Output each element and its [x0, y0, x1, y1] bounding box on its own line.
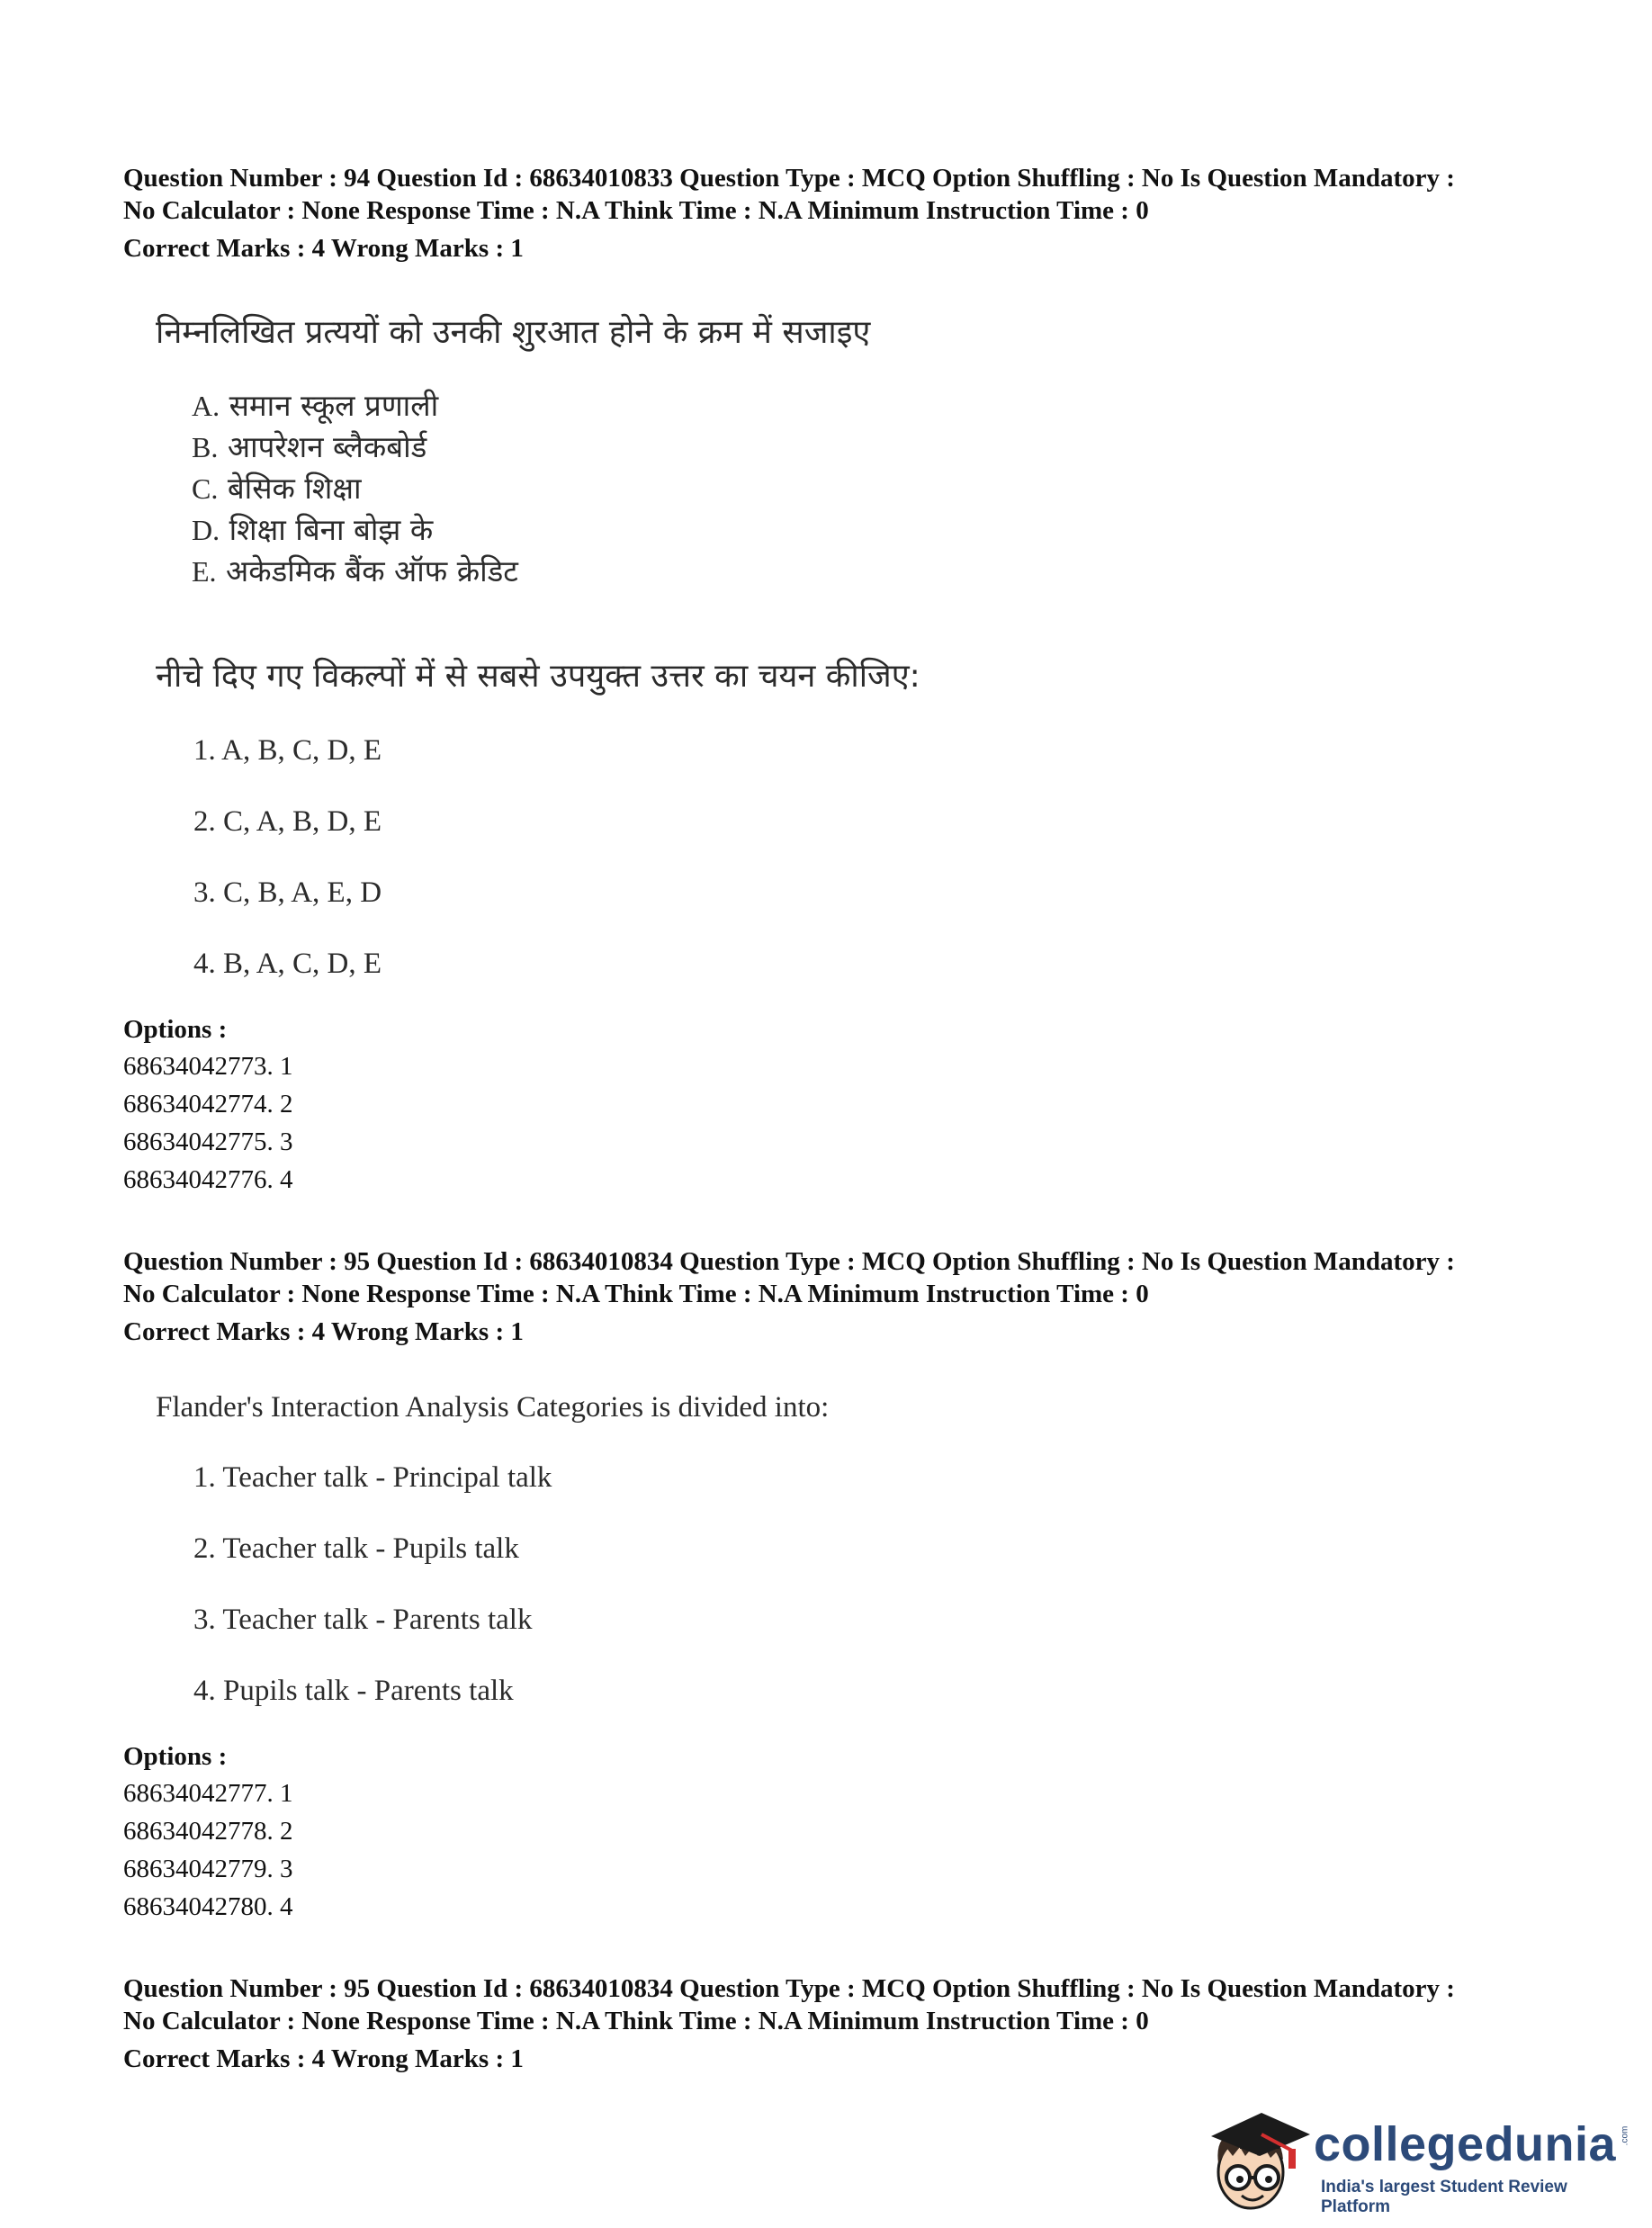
- question-94: [123, 162, 1545, 1199]
- options-title: Options :: [123, 1742, 228, 1771]
- choice-item: 1. A, B, C, D, E: [193, 734, 382, 767]
- question-marks: Correct Marks : 4 Wrong Marks : 1: [123, 234, 524, 263]
- logo-wordmark: collegedunia: [1314, 2117, 1617, 2171]
- question-marks: Correct Marks : 4 Wrong Marks : 1: [123, 1317, 524, 1346]
- choice-item: 1. Teacher talk - Principal talk: [193, 1461, 552, 1494]
- statement-item: E. अकेडमिक बैंक ऑफ क्रेडिट: [192, 553, 518, 588]
- options-list: [123, 1047, 1545, 1199]
- logo-suffix: .com: [1620, 2125, 1630, 2146]
- choice-item: 4. Pupils talk - Parents talk: [193, 1675, 514, 1707]
- mascot-icon: [1199, 2100, 1315, 2217]
- choice-item: 3. C, B, A, E, D: [193, 876, 382, 909]
- choice-list: [193, 731, 1545, 984]
- statement-item: B. आपरेशन ब्लैकबोर्ड: [192, 429, 427, 464]
- question-prompt: Flander's Interaction Analysis Categories is divided into:: [156, 1391, 830, 1424]
- statement-item: A. समान स्कूल प्रणाली: [192, 388, 439, 423]
- question-body: [156, 311, 1545, 984]
- question-meta-line-2: No Calculator : None Response Time : N.A Think Time : N.A Minimum Instruction Time : 0: [123, 1280, 1149, 1308]
- question-marks: Correct Marks : 4 Wrong Marks : 1: [123, 2044, 524, 2073]
- question-meta-line-1: Question Number : 95 Question Id : 68634010834 Question Type : MCQ Option Shuffling : No Is Question Mandatory :: [123, 1247, 1455, 1276]
- question-body: [156, 1388, 1545, 1711]
- option-item: 68634042780. 4: [123, 1892, 293, 1921]
- choice-item: 2. C, A, B, D, E: [193, 805, 382, 838]
- option-item: 68634042777. 1: [123, 1779, 293, 1808]
- choice-item: 2. Teacher talk - Pupils talk: [193, 1532, 519, 1565]
- options-title: Options :: [123, 1015, 228, 1044]
- statement-item: D. शिक्षा बिना बोझ के: [192, 512, 434, 547]
- logo-tagline: India's largest Student Review Platform: [1321, 2178, 1567, 2216]
- statement-item: C. बेसिक शिक्षा: [192, 471, 362, 506]
- choice-item: 3. Teacher talk - Parents talk: [193, 1604, 533, 1636]
- option-item: 68634042773. 1: [123, 1052, 293, 1081]
- question-95-repeat: [123, 1972, 1545, 2075]
- option-item: 68634042775. 3: [123, 1127, 293, 1156]
- question-meta-line-1: Question Number : 95 Question Id : 68634010834 Question Type : MCQ Option Shuffling : No Is Question Mandatory :: [123, 1974, 1455, 2003]
- option-item: 68634042774. 2: [123, 1090, 293, 1118]
- choice-list: [193, 1458, 1545, 1711]
- question-page: [123, 162, 1545, 2075]
- collegedunia-logo: [1199, 2100, 1630, 2217]
- question-meta-line-2: No Calculator : None Response Time : N.A Think Time : N.A Minimum Instruction Time : 0: [123, 2007, 1149, 2035]
- option-item: 68634042779. 3: [123, 1855, 293, 1883]
- option-item: 68634042776. 4: [123, 1165, 293, 1194]
- statement-list: [192, 385, 1545, 592]
- question-instruction: नीचे दिए गए विकल्पों में से सबसे उपयुक्त उत्तर का चयन कीजिए:: [156, 658, 920, 695]
- choice-item: 4. B, A, C, D, E: [193, 948, 382, 980]
- options-list: [123, 1774, 1545, 1926]
- question-meta-line-2: No Calculator : None Response Time : N.A Think Time : N.A Minimum Instruction Time : 0: [123, 196, 1149, 225]
- question-prompt: निम्नलिखित प्रत्ययों को उनकी शुरआत होने के क्रम में सजाइए: [156, 314, 871, 351]
- question-95: [123, 1245, 1545, 1926]
- question-meta-line-1: Question Number : 94 Question Id : 68634010833 Question Type : MCQ Option Shuffling : No Is Question Mandatory :: [123, 164, 1455, 193]
- option-item: 68634042778. 2: [123, 1817, 293, 1846]
